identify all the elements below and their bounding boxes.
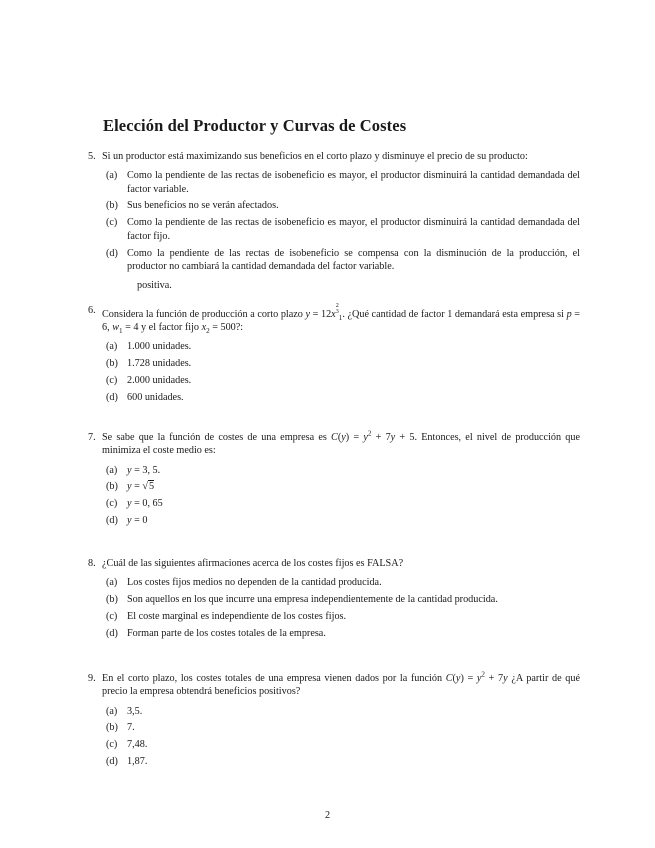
option-label: (b) <box>106 594 118 606</box>
question-number: 7. <box>88 432 96 443</box>
option-d <box>106 391 580 404</box>
section-title: Elección del Productor y Curvas de Costes <box>103 116 407 135</box>
option-c <box>106 610 580 623</box>
option-c <box>106 374 580 387</box>
question-number: 8. <box>88 558 96 569</box>
option-d <box>106 247 580 274</box>
option-text: = 0, 65 <box>131 498 163 510</box>
option-c <box>106 216 580 243</box>
question-6 <box>88 304 580 408</box>
option-text: El coste marginal es independiente de los costes fijos. <box>127 611 347 623</box>
option-text: = 3, 5. <box>131 464 161 476</box>
option-text: 1.728 unidades. <box>127 358 192 370</box>
option-b <box>106 721 580 734</box>
option-d <box>106 627 580 640</box>
option-text: 7. <box>127 722 135 734</box>
option-text: 1.000 unidades. <box>127 341 192 353</box>
option-label: (c) <box>106 217 118 229</box>
question-stem: En el corto plazo, los costes totales de una empresa vienen dados por la función $C(y) = y^2 + 7y$ ¿A partir de qué precio la empresa obtendrá beneficios positivos? <box>102 670 581 698</box>
option-a: (a) y = 3, 5. <box>106 464 161 476</box>
option-label: (c) <box>106 375 118 387</box>
option-text: 1,87. <box>127 756 148 768</box>
option-label: (a) <box>106 577 118 589</box>
question-stem: Se sabe que la función de costes de una empresa es $C(y) = y^2 + 7y + 5$. Entonces, el nivel de producción que minimiza el coste medio es: <box>102 429 581 457</box>
question-stem: Si un productor está maximizando sus beneficios en el corto plazo y disminuye el precio de su producto: <box>102 151 528 162</box>
options-list <box>106 576 580 640</box>
option-text: = √ <box>131 481 148 493</box>
option-label: (b) <box>106 722 118 734</box>
option-label: (c) <box>106 739 118 751</box>
options-list <box>106 169 580 273</box>
option-text: 7,48. <box>127 739 148 751</box>
option-c <box>106 738 580 751</box>
option-label: (b) <box>106 358 118 370</box>
options-list <box>106 340 580 404</box>
option-a <box>106 340 580 353</box>
option-a <box>106 169 580 196</box>
options-list <box>106 464 580 528</box>
option-text: = 0 <box>131 515 148 527</box>
stray-note: positiva. <box>137 280 172 292</box>
option-label: (a) <box>106 464 118 476</box>
option-text: 600 unidades. <box>127 392 184 404</box>
question-stem: Considera la función de producción a corto plazo y = 12x 2 3 $_1$. ¿Qué cantidad de factor 1 demandará esta empresa si p = 6, $w_1 = 4$ y el factor fijo $x_2 = 500$?: <box>102 303 580 336</box>
question-number: 9. <box>88 673 96 684</box>
option-d <box>106 755 580 768</box>
option-text: Como la pendiente de las rectas de isobeneficio se compensa con la disminución de la producción, el productor no cambiará la cantidad demandada del factor variable. <box>127 247 580 272</box>
page-number: 2 <box>324 810 331 821</box>
option-label: (a) <box>106 705 118 717</box>
option-c: (c) y = 0, 65 <box>106 498 163 510</box>
option-text: Sus beneficios no se verán afectados. <box>127 200 279 212</box>
option-text: Como la pendiente de las rectas de isobeneficio es mayor, el productor disminuirá la cantidad demandada del factor fijo. <box>127 217 580 242</box>
option-label: (d) <box>106 756 118 768</box>
option-label: (c) <box>106 611 118 623</box>
exponent-fraction: 2 3 <box>335 303 339 315</box>
option-text: Como la pendiente de las rectas de isobeneficio es mayor, el productor disminuirá la cantidad demandada del factor variable. <box>127 170 580 195</box>
question-number: 6. <box>88 305 96 316</box>
option-label: (b) <box>106 200 118 212</box>
options-list <box>106 705 580 769</box>
question-7 <box>88 431 580 531</box>
option-text: 2.000 unidades. <box>127 375 192 387</box>
option-a <box>106 576 580 589</box>
option-text: 3,5. <box>127 705 143 717</box>
option-text: Son aquellos en los que incurre una empresa independientemente de la cantidad producida. <box>127 594 498 606</box>
option-label: (d) <box>106 247 118 259</box>
option-b <box>106 357 580 370</box>
option-text: Los costes fijos medios no dependen de la cantidad producida. <box>127 577 382 589</box>
question-5 <box>88 150 580 292</box>
option-label: (a) <box>106 170 118 182</box>
option-label: (d) <box>106 627 118 639</box>
sqrt-radicand: 5 <box>148 481 155 493</box>
option-label: (c) <box>106 498 118 510</box>
option-label: (b) <box>106 481 118 493</box>
option-b: (b) y = √5 <box>106 481 155 493</box>
option-b <box>106 199 580 212</box>
option-label: (d) <box>106 515 118 527</box>
option-text: Forman parte de los costes totales de la empresa. <box>127 627 326 639</box>
option-a <box>106 705 580 718</box>
question-stem: ¿Cuál de las siguientes afirmaciones acerca de los costes fijos es FALSA? <box>102 558 404 569</box>
option-b <box>106 593 580 606</box>
question-8 <box>88 557 580 644</box>
option-label: (a) <box>106 341 118 353</box>
question-9 <box>88 672 580 772</box>
option-d: (d) y = 0 <box>106 515 148 527</box>
question-number: 5. <box>88 151 96 162</box>
option-label: (d) <box>106 392 118 404</box>
